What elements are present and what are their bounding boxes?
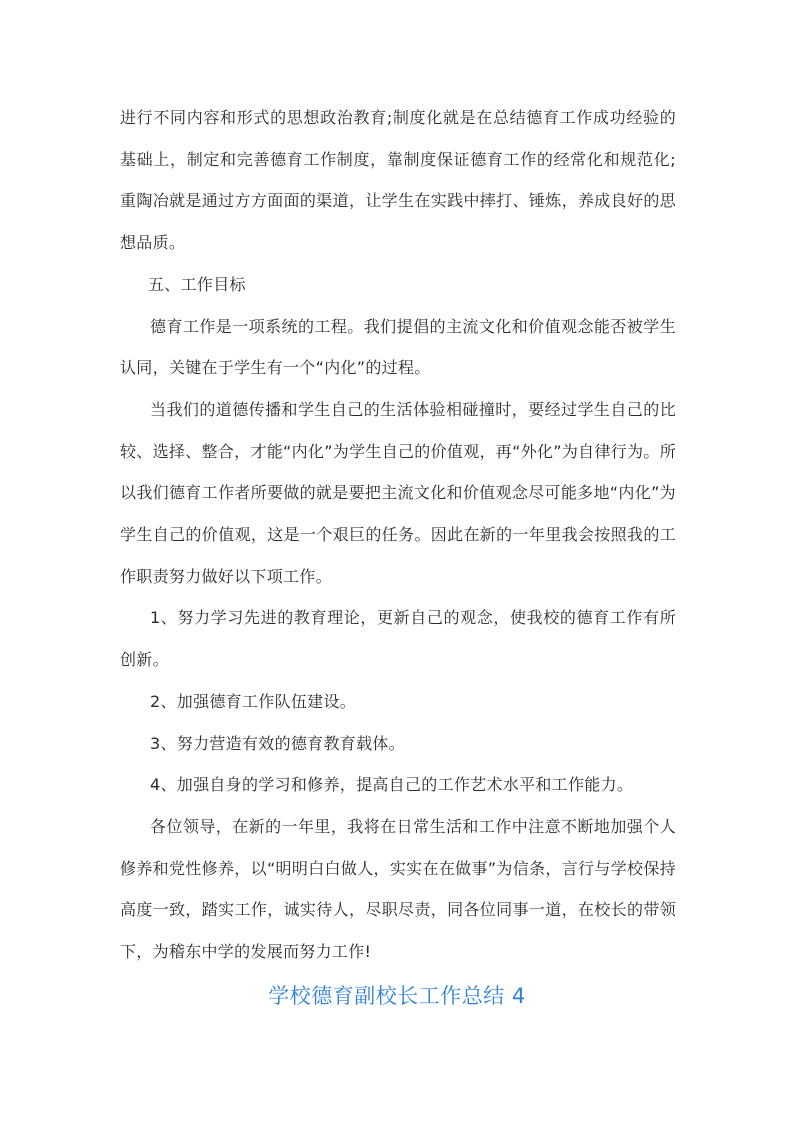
paragraph-internalization: 当我们的道德传播和学生自己的生活体验相碰撞时，要经过学生自己的比较、选择、整合，才能“内化”为学生自己的价值观，再“外化”为自律行为。所以我们德育工作者所要做的就是要把主流文化和价值观念尽可能多地“内化”为学生自己的价值观，这是一个艰巨的任务。因此在新的一年里我会按照我的工作职责努力做好以下项工作。	[120, 399, 676, 586]
list-item-2: 2、加强德育工作队伍建设。	[150, 691, 357, 711]
paragraph-continuation: 进行不同内容和形式的思想政治教育;制度化就是在总结德育工作成功经验的基础上，制定和完善德育工作制度，靠制度保证德育工作的经常化和规范化;重陶冶就是通过方方面面的渠道，让学生在实践中摔打、锤炼，养成良好的思想品质。	[120, 108, 676, 253]
list-item-3: 3、努力营造有效的德育教育载体。	[150, 733, 405, 753]
section-title: 学校德育副校长工作总结 4	[268, 984, 526, 1008]
list-item-1: 1、努力学习先进的教育理论，更新自己的观念，使我校的德育工作有所创新。	[120, 608, 676, 670]
paragraph-goals-intro: 德育工作是一项系统的工程。我们提倡的主流文化和价值观念能否被学生认同，关键在于学生有一个“内化”的过程。	[120, 316, 676, 378]
paragraph-closing: 各位领导，在新的一年里，我将在日常生活和工作中注意不断地加强个人修养和党性修养，以“明明白白做人，实实在在做事”为信条，言行与学校保持高度一致，踏实工作，诚实待人，尽职尽责，同各位同事一道，在校长的带领下，为稽东中学的发展而努力工作!	[120, 816, 676, 962]
section-heading-goals: 五、工作目标	[148, 274, 246, 294]
document-body	[120, 97, 676, 973]
list-item-4: 4、加强自身的学习和修养，提高自己的工作艺术水平和工作能力。	[150, 775, 634, 795]
